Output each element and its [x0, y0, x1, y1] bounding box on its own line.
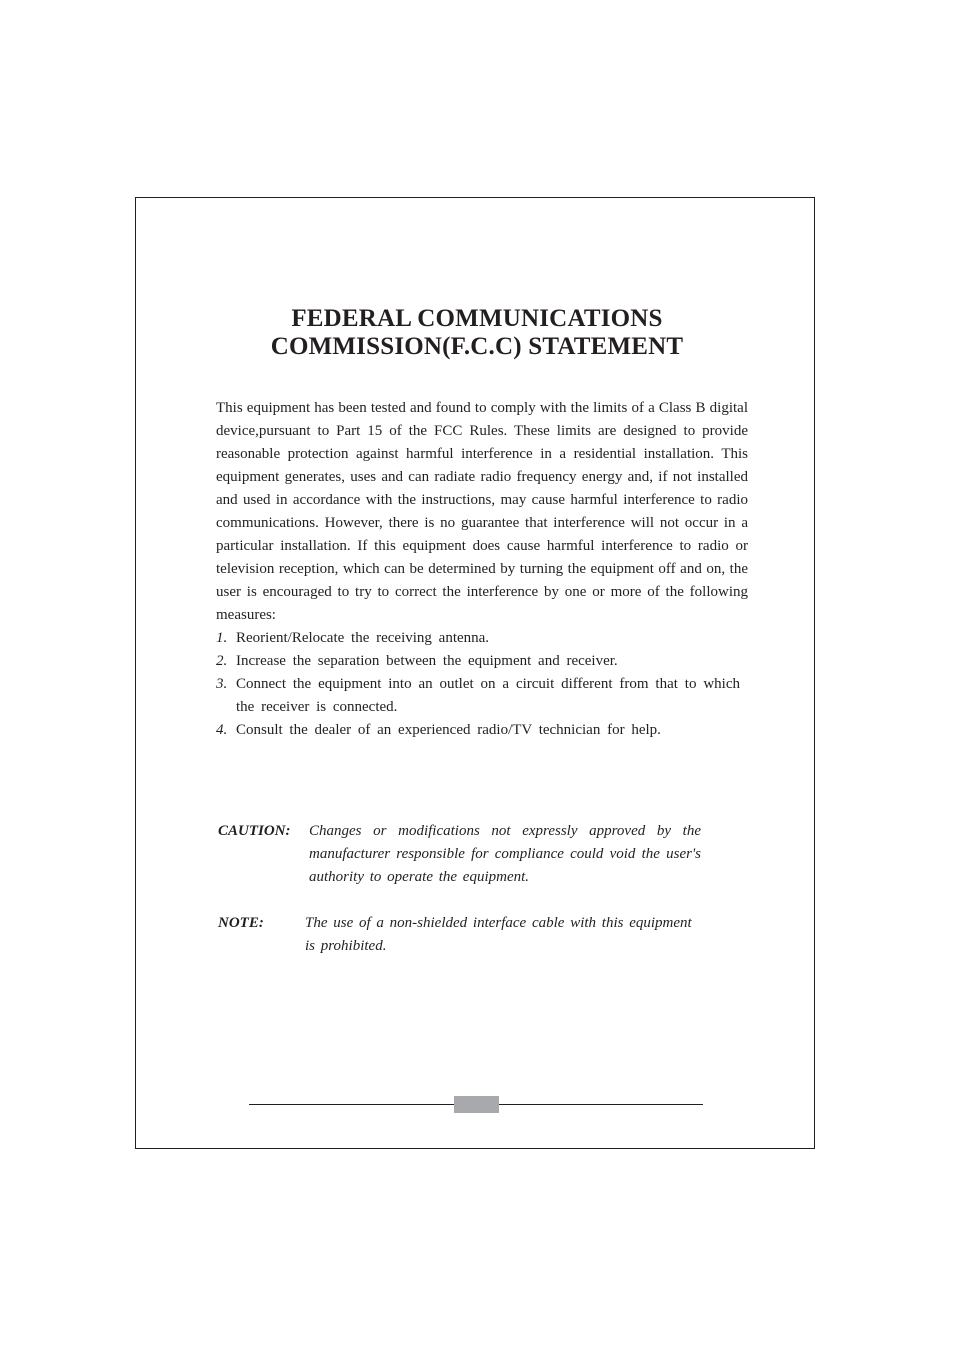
- list-item-number: 4.: [216, 722, 228, 738]
- list-item-text: Consult the dealer of an experienced radio/TV technician for help.: [236, 722, 661, 738]
- intro-paragraph-block: [216, 397, 748, 627]
- list-item: [216, 627, 748, 650]
- list-item: [216, 719, 748, 742]
- list-item-number: 1.: [216, 630, 228, 646]
- list-item-text: Connect the equipment into an outlet on a circuit different from that to which the receiver is connected.: [236, 676, 740, 715]
- page-number-tab: [454, 1096, 499, 1113]
- intro-paragraph: This equipment has been tested and found to comply with the limits of a Class B digital device,pursuant to Part 15 of the FCC Rules. These limits are designed to provide reasonable protection against harmful interference in a residential installation. This equipment generates, uses and can radiate radio frequency energy and, if not installed and used in accordance with the instructions, may cause harmful interference to radio communications. However, there is no guarantee that interference will not occur in a particular installation. If this equipment does cause harmful interference to radio or television reception, which can be determined by turning the equipment off and on, the user is encouraged to try to correct the interference by one or more of the following measures:: [216, 400, 748, 623]
- list-item: [216, 673, 748, 719]
- title-line-2: COMMISSION(F.C.C) STATEMENT: [270, 333, 684, 360]
- note-label: NOTE:: [218, 915, 264, 931]
- list-item-number: 3.: [216, 676, 228, 692]
- caution-notice: [0, 820, 954, 890]
- note-text: The use of a non-shielded interface cable with this equipment is prohibited.: [305, 915, 692, 954]
- list-item: [216, 650, 748, 673]
- list-item-number: 2.: [216, 653, 228, 669]
- page-title: [0, 305, 954, 361]
- list-item-text: Increase the separation between the equipment and receiver.: [236, 653, 618, 669]
- list-item-text: Reorient/Relocate the receiving antenna.: [236, 630, 490, 646]
- measures-list: [216, 627, 748, 742]
- caution-label: CAUTION:: [218, 823, 291, 839]
- note-notice: [0, 912, 954, 960]
- caution-text: Changes or modifications not expressly approved by the manufacturer responsible for compliance could void the user's authority to operate the equipment.: [309, 823, 701, 885]
- title-line-1: FEDERAL COMMUNICATIONS: [291, 305, 663, 332]
